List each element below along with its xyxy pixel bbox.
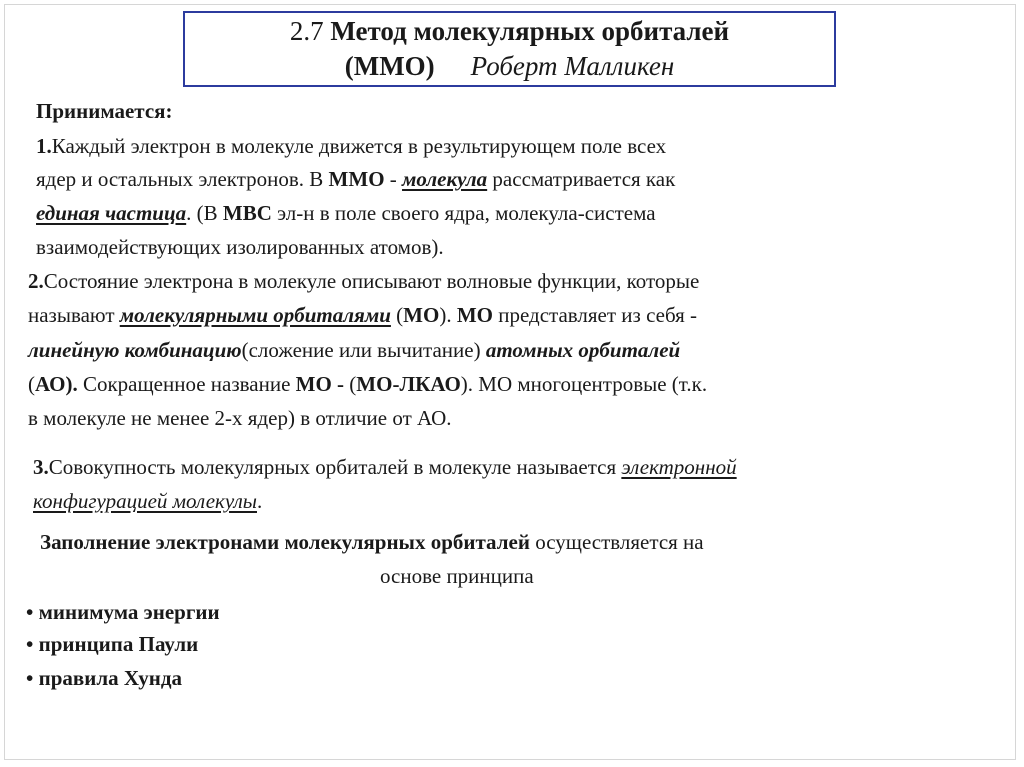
p1-line-3: единая частица. (В МВС эл-н в поле своего ядра, молекула-система (36, 201, 656, 225)
title-line-1 (185, 14, 834, 49)
filling-line-1: Заполнение электронами молекулярных орбиталей осуществляется на (40, 530, 704, 554)
title-abbr: (ММО) (344, 51, 435, 81)
title-line-2 (185, 49, 834, 84)
bullet-item: • минимума энергии (26, 600, 220, 624)
p2-line-2: называют молекулярными орбиталями (МО). МО представляет из себя - (28, 303, 698, 327)
p1-line-4: взаимодействующих изолированных атомов). (36, 235, 444, 259)
bullet-item: • принципа Паули (26, 632, 199, 656)
p1-line-2: ядер и остальных электронов. В ММО - молекула рассматривается как (36, 167, 676, 191)
p1-line-1: 1.Каждый электрон в молекуле движется в результирующем поле всех (36, 134, 667, 158)
p3-line-1: 3.Совокупность молекулярных орбиталей в молекуле называется электронной (33, 455, 737, 479)
bullet-item: • правила Хунда (26, 666, 182, 690)
p3-line-2: конфигурацией молекулы. (33, 489, 263, 513)
accepted-heading: Принимается: (36, 99, 173, 123)
filling-line-2: основе принципа (380, 564, 534, 588)
title-main: Метод молекулярных орбиталей (330, 16, 730, 46)
section-number: 2.7 (289, 16, 324, 46)
p2-line-1: 2.Состояние электрона в молекуле описывают волновые функции, которые (28, 269, 700, 293)
p2-line-4: (АО). Сокращенное название МО - (МО-ЛКАО). МО многоцентровые (т.к. (28, 372, 708, 396)
title-author: Роберт Малликен (470, 51, 675, 81)
title-box (183, 11, 836, 87)
p2-line-3: линейную комбинацию(сложение или вычитание) атомных орбиталей (28, 338, 681, 362)
p2-line-5: в молекуле не менее 2-х ядер) в отличие от АО. (28, 406, 452, 430)
